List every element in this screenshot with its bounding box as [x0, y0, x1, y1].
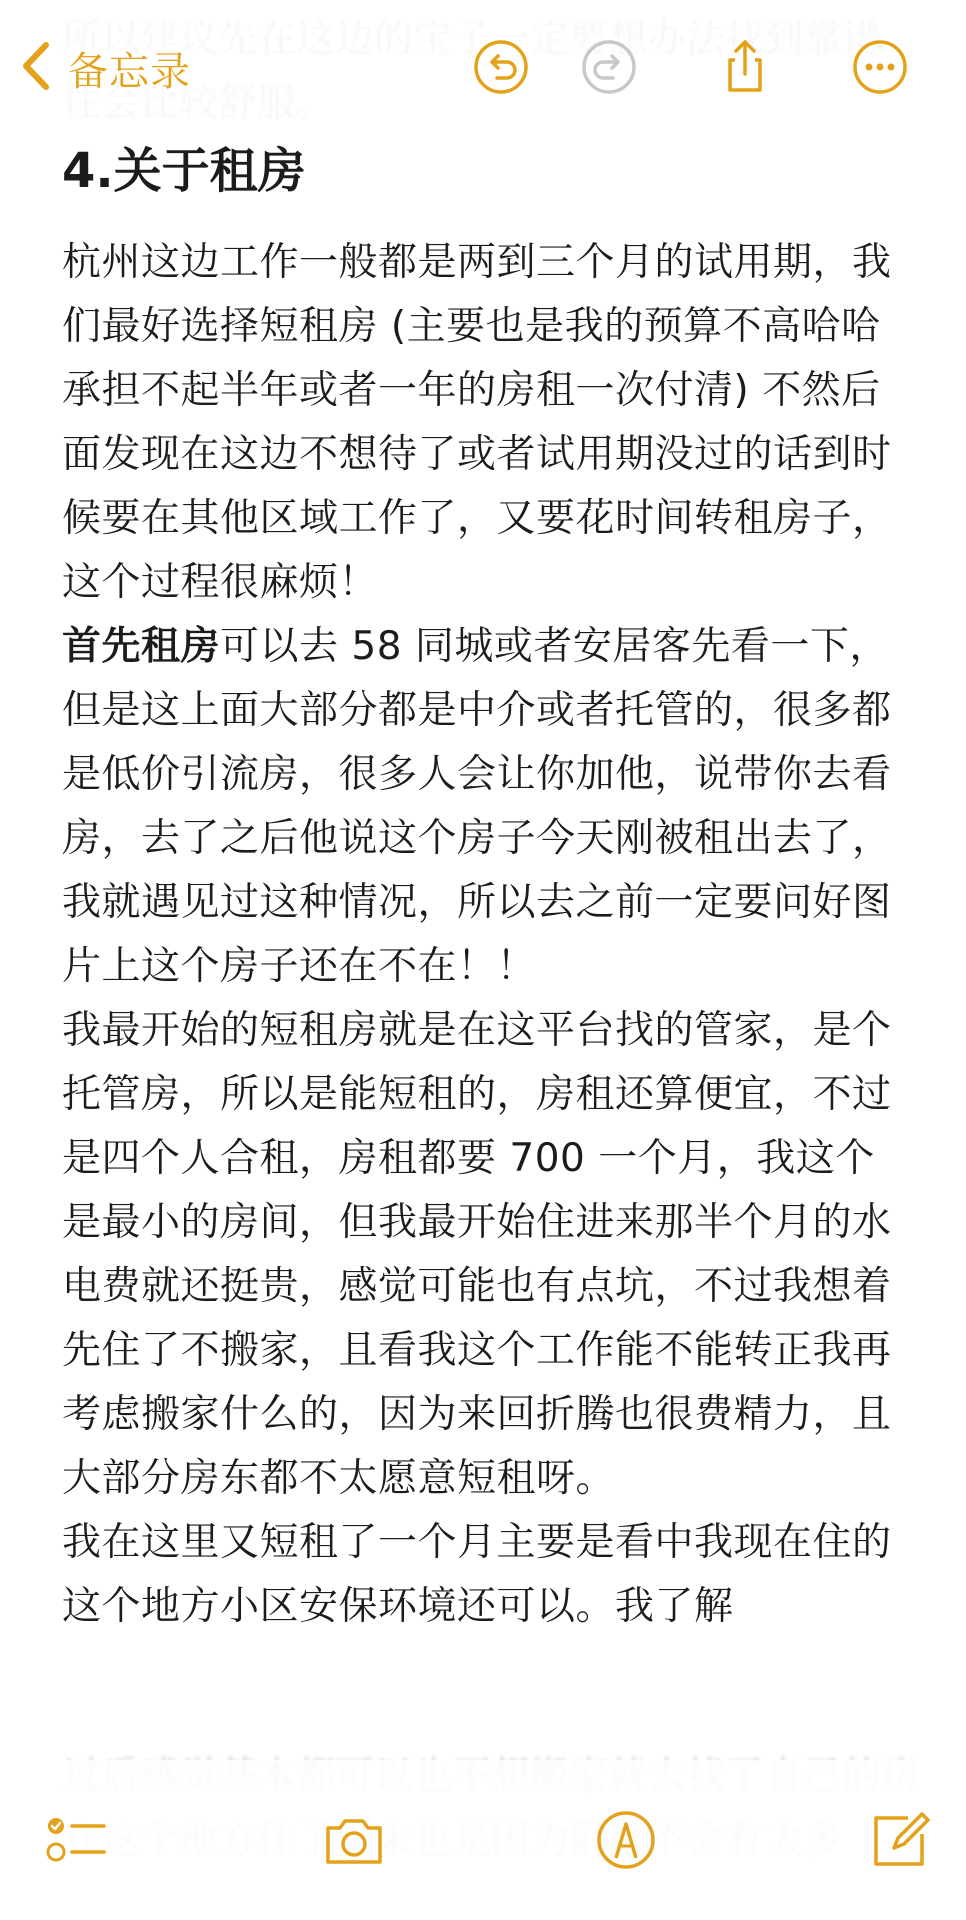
redo-button[interactable] — [580, 38, 638, 96]
note-heading: 4.关于租房 — [62, 143, 306, 199]
share-button[interactable] — [716, 38, 774, 96]
markup-button[interactable] — [594, 1808, 658, 1872]
checklist-button[interactable] — [44, 1808, 108, 1872]
compose-button[interactable] — [868, 1808, 932, 1872]
undo-icon — [472, 81, 530, 100]
share-icon — [716, 81, 774, 100]
navigation-bar — [0, 0, 966, 135]
note-body[interactable] — [62, 135, 912, 1639]
camera-icon — [322, 1857, 386, 1876]
compose-icon — [868, 1857, 932, 1876]
more-button[interactable] — [851, 38, 909, 96]
chevron-left-icon — [18, 39, 54, 97]
back-button[interactable] — [18, 38, 191, 98]
undo-button[interactable] — [472, 38, 530, 96]
bold-lead: 首先租房 — [62, 624, 221, 669]
back-label: 备忘录 — [68, 48, 191, 95]
more-icon — [851, 81, 909, 100]
paragraph-current-rental: 我在这里又短租了一个月主要是看中我现在住的这个地方小区安保环境还可以。我了解 — [62, 1520, 892, 1629]
markup-icon — [594, 1857, 658, 1876]
paragraph-intro: 杭州这边工作一般都是两到三个月的试用期，我们最好选择短租房 (主要也是我的预算不高哈哈承担不起半年或者一年的房租一次付清) 不然后面发现在这边不想待了或者试用期没过的话到时候要在其他区域工作了，又要花时间转租房子，这个过程很麻烦！ — [62, 240, 892, 605]
paragraph-short-rental: 我最开始的短租房就是在这平台找的管家，是个托管房，所以是能短租的，房租还算便宜，不过是四个人合租，房租都要 700 一个月，我这个是最小的房间，但我最开始住进来那半个月的水电费就还挺贵，感觉可能也有点坑，不过我想着先住了不搬家，且看我这个工作能不能转正我再考虑搬家什么的，因为来回折腾也很费精力，且大部分房东都不太愿意短租呀。 — [62, 1008, 892, 1501]
paragraph-first-rental — [62, 615, 912, 999]
camera-button[interactable] — [322, 1808, 386, 1872]
bottom-toolbar — [0, 1760, 966, 1920]
checklist-icon — [44, 1857, 108, 1876]
paragraph-text: 可以去 58 同城或者安居客先看一下，但是这上面大部分都是中介或者托管的，很多都是低价引流房，很多人会让你加他，说带你去看房，去了之后他说这个房子今天刚被租出去了，我就遇见过这种情况，所以去之前一定要问好图片上这个房子还在不在！！ — [62, 624, 892, 989]
redo-icon — [580, 81, 638, 100]
